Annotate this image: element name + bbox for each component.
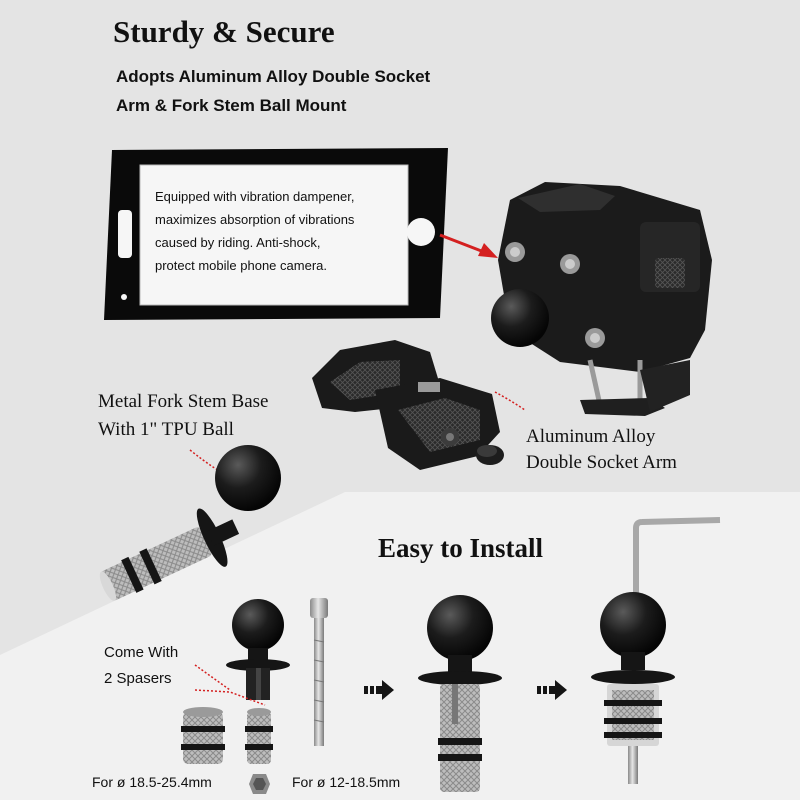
spacer-small bbox=[245, 708, 273, 764]
subtitle-line: Adopts Aluminum Alloy Double Socket bbox=[116, 67, 431, 86]
red-arrow bbox=[440, 235, 498, 258]
double-socket-arm-graphic bbox=[312, 340, 525, 470]
spacer-large bbox=[181, 707, 225, 764]
size-large-label: For ø 18.5-25.4mm bbox=[92, 774, 212, 790]
phone-holder-graphic bbox=[491, 182, 712, 416]
arm-label-line1: Aluminum Alloy bbox=[526, 426, 656, 447]
fork-base-label-line1: Metal Fork Stem Base bbox=[98, 391, 269, 412]
hex-nut bbox=[249, 774, 270, 794]
arm-label-line2: Double Socket Arm bbox=[526, 452, 677, 473]
spacers-label-line1: Come With bbox=[104, 644, 179, 661]
spacers-label-line2: 2 Spasers bbox=[104, 670, 172, 687]
install-title: Easy to Install bbox=[378, 533, 544, 563]
subtitle bbox=[116, 62, 430, 120]
phone-text-line: caused by riding. Anti-shock, bbox=[155, 235, 321, 250]
fork-base-label-line2: With 1" TPU Ball bbox=[98, 419, 234, 440]
subtitle-line: Arm & Fork Stem Ball Mount bbox=[116, 96, 347, 115]
phone-screen-text bbox=[155, 185, 354, 277]
phone-text-line: Equipped with vibration dampener, bbox=[155, 189, 355, 204]
phone-text-line: protect mobile phone camera. bbox=[155, 258, 327, 273]
phone-text-line: maximizes absorption of vibrations bbox=[155, 212, 355, 227]
size-small-label: For ø 12-18.5mm bbox=[292, 774, 401, 790]
page-title: Sturdy & Secure bbox=[113, 14, 335, 49]
